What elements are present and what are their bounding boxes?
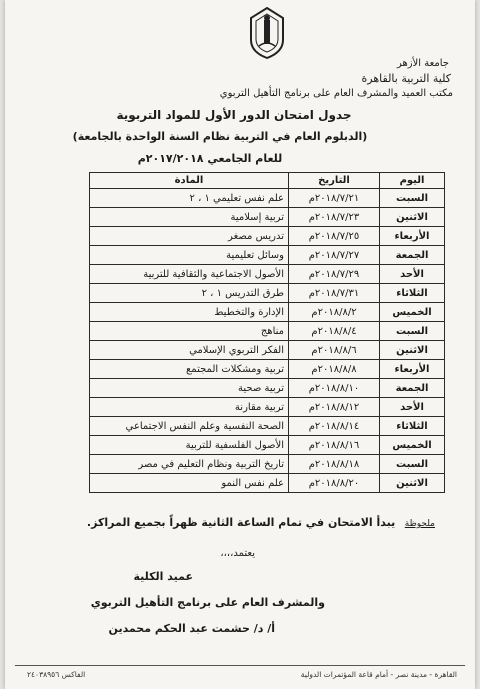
cell-day: الثلاثاء [380, 284, 445, 303]
cell-day: الاثنين [380, 208, 445, 227]
cell-subject: تربية صحية [90, 379, 289, 398]
academic-year: للعام الجامعي ٢٠١٧/٢٠١٨م [137, 152, 283, 165]
table-row [90, 474, 445, 493]
footer-fax: الفاكس ٢٤٠٣٨٩٥٦ [27, 670, 86, 679]
cell-subject: الأصول الفلسفية للتربية [90, 436, 289, 455]
cell-day: الخميس [380, 436, 445, 455]
table-row [90, 246, 445, 265]
table-row [90, 436, 445, 455]
approval-label: يعتمد،،،، [220, 548, 255, 559]
cell-day: الأربعاء [380, 227, 445, 246]
cell-day: الأربعاء [380, 360, 445, 379]
table-row [90, 379, 445, 398]
table-row [90, 398, 445, 417]
note-text: يبدأ الامتحان في تمام الساعة الثانية ظهراً بجميع المراكز. [86, 516, 396, 529]
cell-date: ٢٠١٨/٧/٢٩م [289, 265, 380, 284]
cell-subject: تدريس مصغر [90, 227, 289, 246]
table-row [90, 189, 445, 208]
cell-subject: تاريخ التربية ونظام التعليم في مصر [90, 455, 289, 474]
supervisor-title: والمشرف العام على برنامج التأهيل التربوي [90, 596, 325, 609]
table-row [90, 360, 445, 379]
table-row [90, 208, 445, 227]
cell-subject: مناهج [90, 322, 289, 341]
cell-date: ٢٠١٨/٨/٨م [289, 360, 380, 379]
cell-subject: تربية إسلامية [90, 208, 289, 227]
table-row [90, 455, 445, 474]
cell-date: ٢٠١٨/٧/٢٧م [289, 246, 380, 265]
cell-subject: علم نفس تعليمي ١ ، ٢ [90, 189, 289, 208]
note-label: ملحوظة [404, 519, 435, 529]
cell-subject: طرق التدريس ١ ، ٢ [90, 284, 289, 303]
cell-date: ٢٠١٨/٨/١٦م [289, 436, 380, 455]
footer-divider [15, 665, 465, 666]
cell-date: ٢٠١٨/٧/٣١م [289, 284, 380, 303]
cell-subject: الأصول الاجتماعية والثقافية للتربية [90, 265, 289, 284]
cell-date: ٢٠١٨/٧/٢٣م [289, 208, 380, 227]
cell-date: ٢٠١٨/٨/١٠م [289, 379, 380, 398]
cell-day: السبت [380, 189, 445, 208]
cell-subject: وسائل تعليمية [90, 246, 289, 265]
cell-date: ٢٠١٨/٨/٦م [289, 341, 380, 360]
schedule-title: جدول امتحان الدور الأول للمواد التربوية [116, 108, 352, 122]
cell-date: ٢٠١٨/٧/٢١م [289, 189, 380, 208]
cell-subject: تربية ومشكلات المجتمع [90, 360, 289, 379]
document-page [5, 0, 475, 689]
cell-day: السبت [380, 322, 445, 341]
table-header-row [90, 173, 445, 189]
header-day: اليوم [380, 173, 445, 189]
cell-date: ٢٠١٨/٨/٤م [289, 322, 380, 341]
table-row [90, 341, 445, 360]
cell-day: الاثنين [380, 341, 445, 360]
table-row [90, 417, 445, 436]
table-row [90, 284, 445, 303]
cell-date: ٢٠١٨/٨/١٢م [289, 398, 380, 417]
cell-subject: علم نفس النمو [90, 474, 289, 493]
signatory-name: أ/ د/ حشمت عبد الحكم محمدين [108, 622, 275, 635]
cell-subject: الإدارة والتخطيط [90, 303, 289, 322]
table-row [90, 322, 445, 341]
cell-day: الأحد [380, 398, 445, 417]
table-row [90, 265, 445, 284]
dean-title: عميد الكلية [133, 570, 193, 583]
cell-day: السبت [380, 455, 445, 474]
faculty-name: كلية التربية بالقاهرة [361, 72, 451, 85]
cell-date: ٢٠١٨/٨/١٨م [289, 455, 380, 474]
schedule-subtitle: (الدبلوم العام في التربية نظام السنة الواحدة بالجامعة) [72, 130, 368, 143]
exam-note [87, 516, 435, 529]
cell-day: الأحد [380, 265, 445, 284]
cell-date: ٢٠١٨/٧/٢٥م [289, 227, 380, 246]
cell-subject: الصحة النفسية وعلم النفس الاجتماعي [90, 417, 289, 436]
cell-day: الخميس [380, 303, 445, 322]
cell-day: الجمعة [380, 246, 445, 265]
header-date: التاريخ [289, 173, 380, 189]
cell-subject: الفكر التربوي الإسلامي [90, 341, 289, 360]
exam-schedule-table [89, 172, 445, 493]
cell-subject: تربية مقارنة [90, 398, 289, 417]
office-name: مكتب العميد والمشرف العام على برنامج التأهيل التربوي [219, 88, 453, 99]
cell-date: ٢٠١٨/٨/١٤م [289, 417, 380, 436]
cell-day: الثلاثاء [380, 417, 445, 436]
footer-address: القاهرة - مدينة نصر - أمام قاعة المؤتمرات الدولية [300, 670, 457, 679]
cell-day: الاثنين [380, 474, 445, 493]
table-row [90, 227, 445, 246]
university-name: جامعة الأزهر [396, 58, 449, 69]
cell-date: ٢٠١٨/٨/٢م [289, 303, 380, 322]
header-subject: المادة [90, 173, 289, 189]
cell-date: ٢٠١٨/٨/٢٠م [289, 474, 380, 493]
table-row [90, 303, 445, 322]
cell-day: الجمعة [380, 379, 445, 398]
al-azhar-emblem-icon [248, 6, 286, 60]
